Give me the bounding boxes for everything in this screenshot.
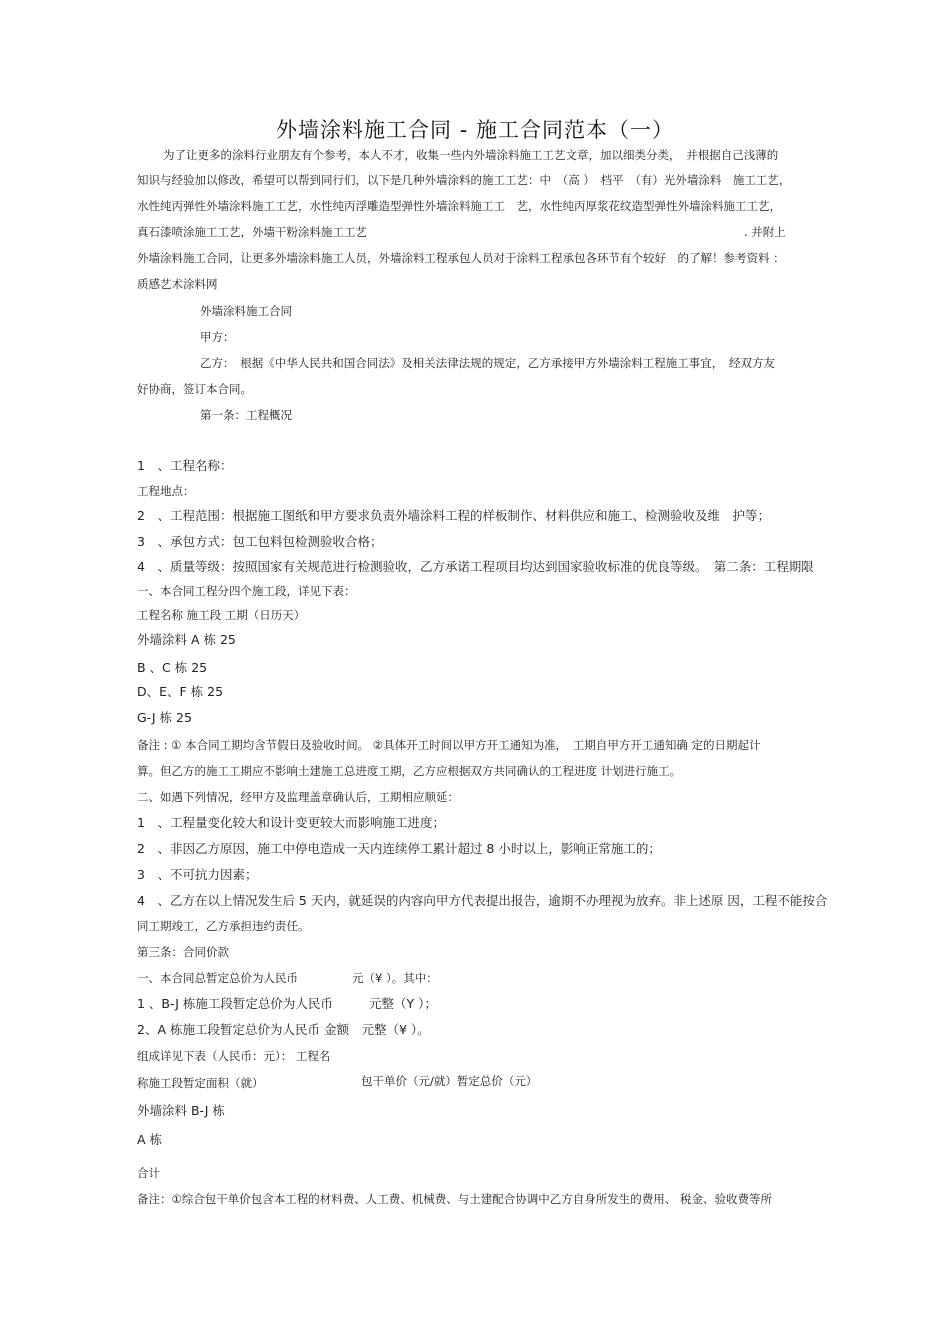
text-line: 真石漆喷涂施工工艺，外墙干粉涂料施工工艺 [137, 225, 367, 239]
text-line: . 并附上 [744, 225, 786, 239]
text-line: 4 、乙方在以上情况发生后 5 天内，就延误的内容向甲方代表提出报告，逾期不办理视为放弃。非上述原 因，工程不能按合 [137, 893, 828, 908]
text-line: 2 、工程范围：根据施工图纸和甲方要求负责外墙涂料工程的样板制作、材料供应和施工、检测验收及维 护等； [137, 508, 770, 523]
text-line: 工程名称 施工段 工期（日历天） [137, 608, 306, 622]
text-line: D、E、F 栋 25 [137, 684, 224, 699]
text-line: 2、A 栋施工段暂定总价为人民币 金额 元整（¥ ）。 [137, 1022, 430, 1037]
text-line: 外墙涂料 B-J 栋 [137, 1103, 225, 1118]
text-line: G-J 栋 25 [137, 710, 192, 725]
text-line: 乙方： 根据《中华人民共和国合同法》及相关法律法规的规定，乙方承接甲方外墙涂料工程施工事宜， 经双方友 [200, 356, 775, 370]
text-line: 备注：①综合包干单价包含本工程的材料费、人工费、机械费、与土建配合协调中乙方自身所发生的费用、 税金、验收费等所 [137, 1192, 772, 1206]
text-line: A 栋 [137, 1132, 163, 1147]
text-line: 合计 [137, 1166, 160, 1180]
text-line: 知识与经验加以修改，希望可以帮到同行们，以下是几种外墙涂料的施工工艺：中 （高 ） 档平 （有）光外墙涂料 施工工艺， [137, 173, 791, 187]
text-line: 3 、不可抗力因素； [137, 867, 258, 882]
page-title: 外墙涂料施工合同 - 施工合同范本（一） [276, 118, 674, 142]
text-line: 元（¥ ）。其中： [352, 971, 438, 985]
text-line: 为了让更多的涂料行业朋友有个参考，本人不才，收集一些内外墙涂料施工工艺文章，加以细类分类， 并根据自己浅薄的 [163, 148, 779, 162]
text-line: 第三条：合同价款 [137, 945, 229, 959]
text-line: 工程地点： [137, 484, 195, 498]
text-line: B 、C 栋 25 [137, 660, 208, 675]
text-line: 包干单价（元/就）暂定总价（元） [361, 1074, 538, 1088]
text-line: 甲方： [200, 330, 235, 344]
text-line: 好协商，签订本合同。 [137, 382, 252, 396]
text-line: 水性纯丙弹性外墙涂料施工工艺，水性纯丙浮雕造型弹性外墙涂料施工工 艺，水性纯丙厚浆花纹造型弹性外墙涂料施工工艺， [137, 199, 781, 213]
text-line: 第一条：工程概况 [200, 408, 292, 422]
text-line: 二、如遇下列情况，经甲方及监理盖章确认后，工期相应顺延： [137, 790, 459, 804]
text-line: 2 、非因乙方原因，施工中停电造成一天内连续停工累计超过 8 小时以上，影响正常施工的； [137, 841, 661, 856]
text-line: 称施工段暂定面积（就） [137, 1076, 264, 1090]
text-line: 组成详见下表（人民币：元）： 工程名 [137, 1049, 331, 1063]
text-line: 1 、B-J 栋施工段暂定总价为人民币 [137, 996, 333, 1011]
text-line: 1 、工程名称： [137, 458, 233, 473]
text-line: 外墙涂料施工合同 [200, 304, 292, 318]
text-line: 3 、承包方式：包工包料包检测验收合格； [137, 534, 383, 549]
text-line: 算。但乙方的施工工期应不影响土建施工总进度工期，乙方应根据双方共同确认的工程进度 计划进行施工。 [137, 764, 682, 778]
text-line: 元整（Y ）； [369, 996, 437, 1011]
text-line: 外墙涂料 A 栋 25 [137, 632, 236, 647]
text-line: 一、本合同工程分四个施工段，详见下表： [137, 584, 356, 598]
text-line: 外墙涂料施工合同，让更多外墙涂料施工人员，外墙涂料工程承包人员对于涂料工程承包各环节有个较好 的了解！参考资料 ： [137, 251, 785, 265]
text-line: 一、本合同总暂定总价为人民币 [137, 971, 298, 985]
text-line: 备注 : ① 本合同工期均含节假日及验收时间。 ②具体开工时间以甲方开工通知为准， 工期自甲方开工通知确 定的日期起计 [137, 738, 761, 752]
text-line: 同工期竣工，乙方承担违约责任。 [137, 919, 310, 933]
text-line: 1 、工程量变化较大和设计变更较大而影响施工进度； [137, 815, 445, 830]
text-line: 质感艺术涂料网 [137, 277, 218, 291]
text-line: 4 、质量等级：按照国家有关规范进行检测验收，乙方承诺工程项目均达到国家验收标准的优良等级。 第二条：工程期限 [137, 559, 814, 574]
